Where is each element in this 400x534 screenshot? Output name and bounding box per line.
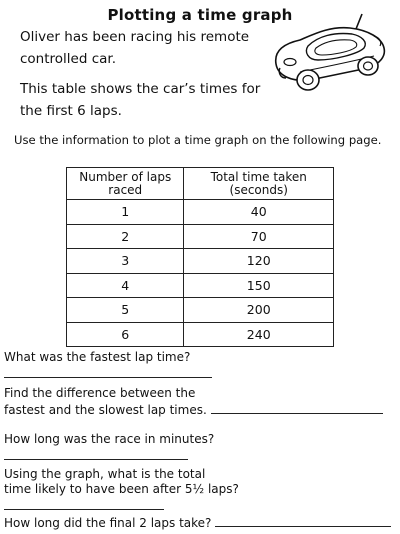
laps-cell: 4 [67, 273, 184, 298]
time-cell: 150 [184, 273, 334, 298]
column-header-laps: Number of laps raced [67, 168, 184, 200]
answer-line[interactable] [4, 447, 188, 460]
instruction-text: Use the information to plot a time graph on the following page. [14, 133, 382, 147]
table-header-row [67, 168, 334, 200]
intro-paragraph-1: Oliver has been racing his remote controlled car. [20, 29, 250, 67]
question-text: fastest and the slowest lap times. [4, 403, 207, 417]
question-difference [4, 386, 396, 418]
remote-control-car-icon [270, 12, 388, 94]
time-cell: 200 [184, 298, 334, 323]
table-row [67, 273, 334, 298]
laps-cell: 3 [67, 249, 184, 274]
question-text: time likely to have been after 5½ laps? [4, 482, 239, 496]
answer-line[interactable] [215, 514, 391, 527]
table-row [67, 224, 334, 249]
table-row [67, 249, 334, 274]
question-text: Find the difference between the [4, 386, 196, 400]
laps-cell: 5 [67, 298, 184, 323]
column-header-time: Total time taken (seconds) [184, 168, 334, 200]
answer-line[interactable] [4, 497, 164, 510]
laps-table [66, 167, 334, 347]
page-title: Plotting a time graph [107, 6, 293, 24]
answer-line[interactable] [211, 401, 383, 414]
laps-cell: 6 [67, 322, 184, 347]
question-final-two-laps [4, 514, 396, 531]
question-text: How long did the final 2 laps take? [4, 516, 212, 530]
time-cell: 40 [184, 200, 334, 225]
time-cell: 240 [184, 322, 334, 347]
intro-paragraph-2: This table shows the car’s times for the first 6 laps. [20, 81, 261, 119]
table-row [67, 200, 334, 225]
time-cell: 120 [184, 249, 334, 274]
table-row [67, 298, 334, 323]
table-row [67, 322, 334, 347]
question-text: How long was the race in minutes? [4, 432, 215, 446]
question-text: What was the fastest lap time? [4, 350, 191, 364]
question-fastest-lap [4, 350, 396, 382]
question-five-and-half-laps [4, 467, 396, 514]
question-race-minutes [4, 432, 396, 464]
question-text: Using the graph, what is the total [4, 467, 206, 481]
answer-line[interactable] [4, 365, 212, 378]
laps-cell: 2 [67, 224, 184, 249]
laps-cell: 1 [67, 200, 184, 225]
time-cell: 70 [184, 224, 334, 249]
